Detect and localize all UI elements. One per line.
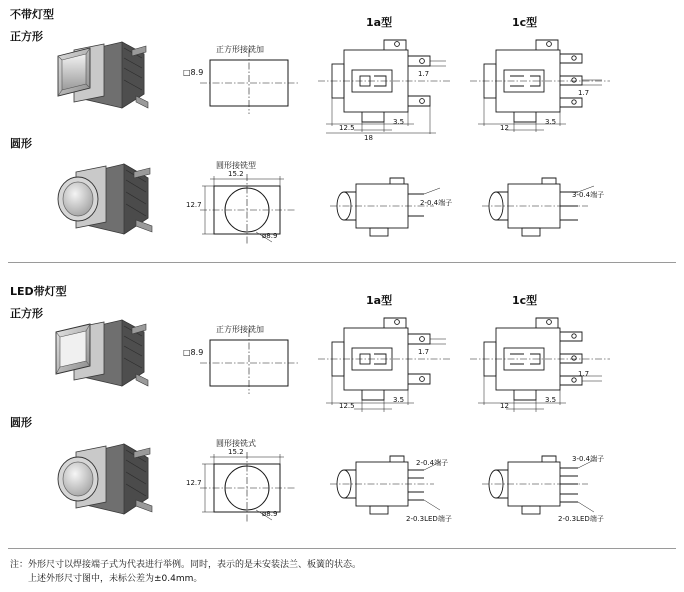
panel-cutout-round-non-illuminated	[196, 168, 306, 246]
section-title-led: LED带灯型	[10, 285, 67, 298]
row-label-round-2: 圆形	[10, 416, 32, 429]
terminal-label-round-1a-led-top: 2-0.4端子	[416, 459, 449, 467]
round-dim-height-1: 12.7	[186, 201, 202, 209]
product-photo-square-led	[44, 312, 154, 396]
product-photo-round-led	[44, 438, 156, 522]
dim-3-5-square-1c-led: 3.5	[545, 396, 557, 404]
dim-1-7-square-1c-led: 1.7	[578, 370, 590, 378]
side-view-round-1c	[482, 176, 612, 238]
section-title-non-illuminated: 不带灯型	[10, 8, 54, 21]
column-header-1c-top: 1c型	[512, 16, 538, 29]
dim-3-5-square-1a-led: 3.5	[393, 396, 405, 404]
round-dim-width-1: 15.2	[228, 170, 244, 178]
round-dim-height-2: 12.7	[186, 479, 202, 487]
terminal-label-round-1c: 3-0.4端子	[572, 191, 605, 199]
notes-divider	[8, 548, 676, 549]
dim-12-5-square-1a-led: 12.5	[339, 402, 355, 410]
panel-cutout-round-label-2: 圆形接铣式	[216, 439, 256, 448]
note-line-2: 上述外形尺寸图中，未标公差为±0.4mm。	[10, 574, 203, 584]
dim-3-5-square-1c: 3.5	[545, 118, 557, 126]
row-label-square-2: 正方形	[10, 307, 43, 320]
panel-cutout-square-label-2: 正方形接铣加	[216, 325, 264, 334]
dim-1-7-square-1c: 1.7	[578, 89, 590, 97]
terminal-label-round-1c-led-top: 3-0.4端子	[572, 455, 605, 463]
section-divider	[8, 262, 676, 263]
dim-1-7-square-1a: 1.7	[418, 70, 430, 78]
column-header-1c-bottom: 1c型	[512, 294, 538, 307]
panel-cutout-round-led	[196, 446, 306, 524]
dim-1-7-square-1a-led: 1.7	[418, 348, 430, 356]
row-label-square-1: 正方形	[10, 30, 43, 43]
round-dim-dia-2: ø8.9	[262, 510, 278, 518]
terminal-label-round-1a: 2-0.4端子	[420, 199, 453, 207]
product-photo-round-non-illuminated	[44, 160, 156, 242]
panel-cutout-round-label-1: 圆形接铣型	[216, 161, 256, 170]
panel-cutout-square-dim-2: □8.9	[183, 348, 204, 357]
product-photo-square-non-illuminated	[44, 36, 154, 118]
dimension-drawing-1a-square	[318, 34, 458, 138]
dim-18-square-1a: 18	[364, 134, 373, 142]
column-header-1a-top: 1a型	[366, 16, 393, 29]
terminal-label-round-1c-led-bottom: 2-0.3LED端子	[558, 515, 604, 523]
panel-cutout-square-label-1: 正方形接铣加	[216, 45, 264, 54]
column-header-1a-bottom: 1a型	[366, 294, 393, 307]
note-line-1: 注：外形尺寸以焊接端子式为代表进行举例。同时，表示的是未安装法兰、板簧的状态。	[10, 560, 362, 570]
dim-12-square-1c-led: 12	[500, 402, 509, 410]
round-dim-width-2: 15.2	[228, 448, 244, 456]
terminal-label-round-1a-led-bottom: 2-0.3LED端子	[406, 515, 452, 523]
dim-3-5-square-1a: 3.5	[393, 118, 405, 126]
dim-12-square-1c: 12	[500, 124, 509, 132]
row-label-round-1: 圆形	[10, 137, 32, 150]
panel-cutout-square-dim-1: □8.9	[183, 68, 204, 77]
dim-12-5-square-1a: 12.5	[339, 124, 355, 132]
round-dim-dia-1: ø8.9	[262, 232, 278, 240]
